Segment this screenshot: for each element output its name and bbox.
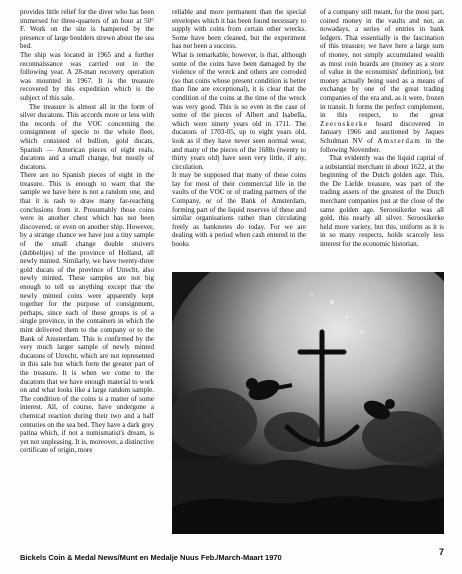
text-column-3 xyxy=(320,8,444,249)
paragraph: The ship was located in 1965 and a further reconnaissance was carried out in the following year. A 28-man recovery operation was mounted in 1967. It is the treasure recovered by this expedition which is the subject of this sale. xyxy=(20,50,154,102)
paragraph: It may be supposed that many of these coins lay for most of their commercial life in the vaults of the VOC or of trading partners of the Company, or of the Bank of Amsterdam, forming part of the liquid reserves of these and similar organisations rather than circulating freely as banknotes do today. For we are dealing with a period when cash entered in the books xyxy=(172,171,306,249)
paragraph-text: hoard discovered in January 1966 and auctioned by Jaques Schulman NV of xyxy=(320,119,445,145)
paragraph: There are no Spanish pieces of eight in the treasure. This is enough to warn that the sample we have here is not a random one, and that it is rash to draw many far-reaching conclusions from it. Presumably those coins were in another chest which has not been discovered, or even on another ship. However, by a strange chance we have just a tiny sample of the small change double stuivers (dubbeltjes) of the province of Holland, all newly minted. Similarly, we have twenty-three gold ducats of the province of Utrecht, also newly minted. These samples are not big enough to tell us anything except that the newly minted coins were apparently kept together for the purpose of consignment, perhaps, since each of these groups is of a single province, in the containers in which the mint delivered them to the company or to the Bank of Amsterdam. This is confirmed by the very much larger sample of newly minted ducatons of Utrecht, which are not represented in this sale but which form the greater part of the treasure. It is when we come to the ducatons that we have enough material to work on and what looks like a large random sample. The condition of the coins is a matter of some interest. All, of course, have undergone a chemical reaction during their two and a half centuries on the sea bed. They have a dark grey patina which, if not a numismatist's dream, is yet not unpleasing. It is, moreover, a distinctive certificate of origin, more xyxy=(20,171,154,455)
text-column-2 xyxy=(172,8,306,249)
paragraph: reliable and more permanent than the special envelopes which it has been found necessary to supply with coins from certain other wrecks. Some have been cleaned, but the experiment has not been a success. xyxy=(172,8,306,51)
page-footer xyxy=(20,547,444,562)
underwater-photo xyxy=(172,272,444,534)
text-column-1 xyxy=(20,8,154,455)
paragraph-text: in the following November. xyxy=(320,136,444,154)
paragraph: What is remarkable, however, is that, although some of the coins have been damaged by the violence of the wreck and others are corroded (so that coins whose present condition is better than fine are exceptional), it is clear that the condition of the coins at the time of the wreck was very good. This is so even in the case of some of the pieces of Albert and Isabella, which were ninety years old in 1711. The ducatons of 1703-05, up to eight years old, look as if they have never seen normal wear, and many of the pieces of the 1680s (twenty to thirty years old) have seen very little, if any, circulation. xyxy=(172,50,306,171)
city-name: Amsterdam xyxy=(377,136,422,145)
paragraph xyxy=(320,8,444,154)
paragraph: That evidently was the liquid capital of a substantial merchant in about 1622, at the beginning of the Dutch golden age. This, the De Liefde treasure, was part of the trading assets of the greatest of the Dutch merchant companies just at the close of the same golden age. Seroosikerke was all gold, this nearly all silver. Seroosikerke held more variety, but this, uniform as it is in so many respects, holds scarcely less interest for the economic historian. xyxy=(320,154,444,249)
paragraph: The treasure is almost all in the form of silver ducatons. This accords more or less with the records of the VOC concerning the consignment of specie to the whole fleet, which consisted of bullion, gold ducats, Spanish — American pieces of eight reals, ducatons and a small change, but mostly of ducatons. xyxy=(20,102,154,171)
paragraph-text: of a company still meant, for the most part, coined money in the vaults and not, as nowadays, a series of entries in bank ledgers. That essentially is the fascination of this treasure; we have here a large sum of money, not simply accumulated wealth as most coin hoards are (money as a store of value in the economists' definition), but money actually being used as a means of exchange by one of the great trading companies of the era and, as it were, frozen in transit. It forms the perfect complement, in this respect, to the great xyxy=(320,8,444,120)
paragraph: provides little relief for the diver who has been immersed for three-quarters of an hour at 50° F. Work on the site is hampered by the presence of large boulders strewn about the sea bed. xyxy=(20,8,154,51)
page-number: 7 xyxy=(438,547,444,557)
divers-and-anchor-underwater-photo xyxy=(172,272,444,534)
ship-name: Zeeroskerke xyxy=(320,119,369,128)
publication-credit: Bickels Coin & Medal News/Munt en Medalje Nuus Feb./March-Maart 1970 xyxy=(20,553,282,562)
